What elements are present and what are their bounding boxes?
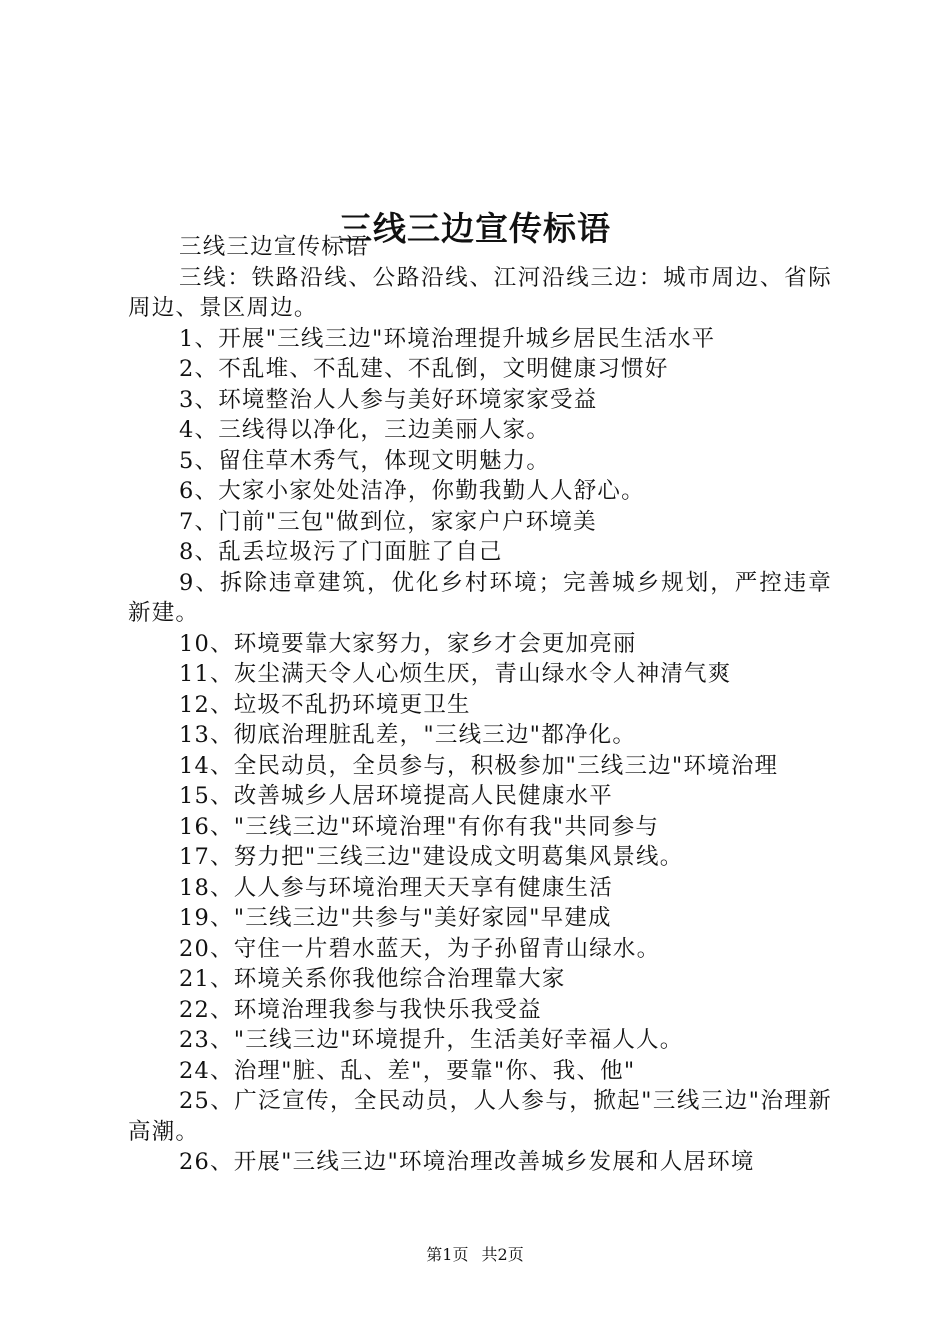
- slogan-item: 2、不乱堆、不乱建、不乱倒，文明健康习惯好: [179, 356, 669, 382]
- slogan-item: 24、治理"脏、乱、差"，要靠"你、我、他": [179, 1057, 636, 1084]
- slogan-item: 14、全民动员，全员参与，积极参加"三线三边"环境治理: [179, 752, 779, 779]
- slogan-item: 15、改善城乡人居环境提高人民健康水平: [179, 783, 613, 809]
- slogan-item: 12、垃圾不乱扔环境更卫生: [179, 691, 471, 718]
- page-total: 共2页: [481, 1245, 524, 1264]
- slogan-item: 22、环境治理我参与我快乐我受益: [179, 996, 542, 1023]
- slogan-item: 20、守住一片碧水蓝天，为子孙留青山绿水。: [179, 935, 661, 962]
- page-footer: [0, 1244, 950, 1266]
- slogan-item: 7、门前"三包"做到位，家家户户环境美: [179, 508, 597, 535]
- slogan-item: 1、开展"三线三边"环境治理提升城乡居民生活水平: [179, 325, 716, 352]
- slogan-item: 21、环境关系你我他综合治理靠大家: [179, 966, 566, 992]
- slogan-item: 26、开展"三线三边"环境治理改善城乡发展和人居环境: [179, 1149, 755, 1175]
- slogan-item: 6、大家小家处处洁净，你勤我勤人人舒心。: [179, 478, 645, 504]
- slogan-item: 4、三线得以净化，三边美丽人家。: [179, 417, 551, 443]
- slogan-item: 5、留住草木秀气，体现文明魅力。: [179, 447, 551, 474]
- slogan-item: 8、乱丢垃圾污了门面脏了自己: [179, 539, 503, 565]
- slogan-item: 11、灰尘满天令人心烦生厌，青山绿水令人神清气爽: [179, 661, 732, 687]
- slogan-item: 3、环境整治人人参与美好环境家家受益: [179, 386, 598, 413]
- paragraph-subtitle: 三线三边宣传标语: [179, 234, 369, 260]
- slogan-item: 10、环境要靠大家努力，家乡才会更加亮丽: [179, 630, 637, 657]
- slogan-item: 9、拆除违章建筑，优化乡村环境；完善城乡规划，严控违章新建。: [128, 569, 832, 626]
- slogan-item: 23、"三线三边"环境提升，生活美好幸福人人。: [179, 1027, 684, 1053]
- slogan-item: 25、广泛宣传，全民动员，人人参与，掀起"三线三边"治理新高潮。: [128, 1088, 832, 1145]
- slogan-item: 13、彻底治理脏乱差，"三线三边"都净化。: [179, 722, 637, 748]
- slogan-item: 19、"三线三边"共参与"美好家园"早建成: [179, 905, 612, 931]
- paragraph-definition: 三线：铁路沿线、公路沿线、江河沿线三边：城市周边、省际周边、景区周边。: [128, 264, 832, 321]
- document-title: 三线三边宣传标语: [339, 209, 611, 249]
- slogan-item: 17、努力把"三线三边"建设成文明葛集风景线。: [179, 844, 684, 870]
- page-number: 第1页: [426, 1245, 469, 1264]
- slogan-item: 18、人人参与环境治理天天享有健康生活: [179, 874, 613, 901]
- document-body: [128, 232, 832, 1178]
- slogan-item: 16、"三线三边"环境治理"有你有我"共同参与: [179, 813, 660, 840]
